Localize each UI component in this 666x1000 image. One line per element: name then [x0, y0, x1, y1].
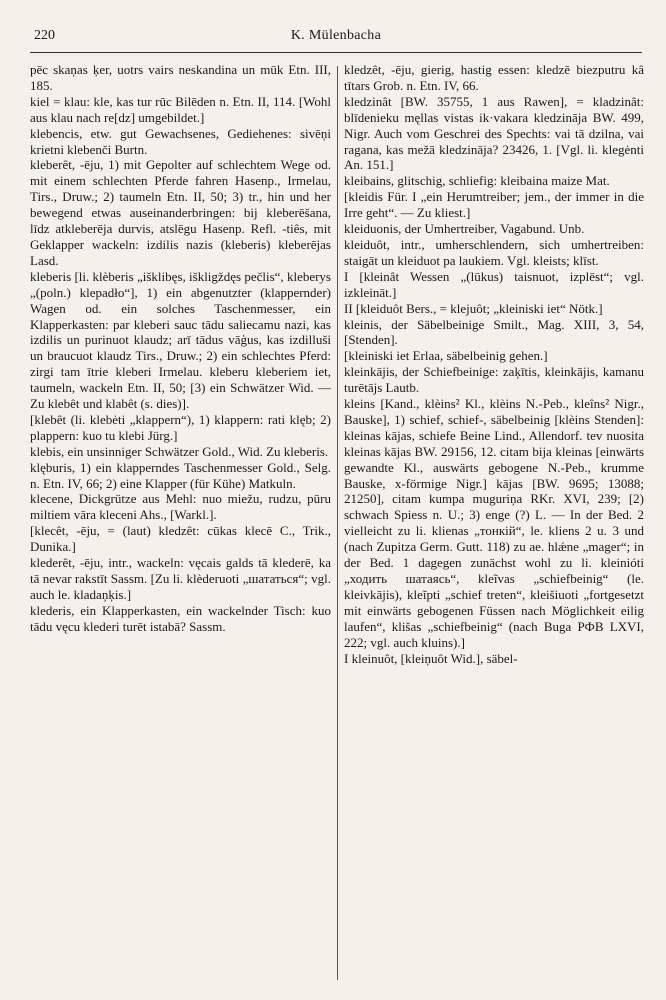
entry: klederêt, -ēju, intr., wackeln: vęcais galds tā klederē, ka tā nevar rakstīt Sassm. [Zu li. klèderuoti „шататься“; vgl. auch le. kladaņķis.] — [30, 555, 331, 602]
entry: I [kleinât Wessen „(lūkus) taisnuot, izplēst“; vgl. izkleināt.] — [344, 268, 644, 300]
entry: kleinkājis, der Schiefbeinige: zaķītis, kleinkājis, kamanu turētājs Lautb. — [344, 364, 644, 396]
entry: kleiduonis, der Umhertreiber, Vagabund. Unb. — [344, 221, 585, 237]
entry: klebis, ein unsinniger Schwätzer Gold., Wid. Zu kleberis. — [30, 443, 329, 459]
entry: [kleidis Für. I „ein Herumtreiber; jem., der immer in die Irre geht“. — Zu kliest.] — [344, 189, 644, 221]
entry: [kleiniski iet Erlaa, säbelbeinig gehen.] — [344, 348, 548, 364]
entry: klęburis, 1) ein klapperndes Taschenmesser Gold., Selg. n. Etn. IV, 66; 2) eine Klapper (für Kühe) Matkuln. — [30, 459, 331, 491]
entry: klederis, ein Klapperkasten, ein wackelnder Tisch: kuo tādu vęcu klederi turēt istabā? Sassm. — [30, 602, 331, 634]
left-column — [30, 62, 331, 992]
entry: kledzêt, -ēju, gierig, hastig essen: kledzē biezputru kâ tītars Grob. n. Etn. IV, 66. — [344, 62, 644, 93]
entry: kleiduôt, intr., umherschlendern, sich umhertreiben: staigāt un kleiduot pa laukiem. Vgl. kleists; klīst. — [344, 236, 644, 268]
entry: kleins [Kand., klèins² Kl., klèins N.-Peb., kleîns² Nigr., Bauske], 1) schief, schief-, säbelbeinig [klèins Stenden]: kleinas kājas, schiefe Beine Lind., Allendorf. tev nuosita kleinas kājas BW. 29156, 12. citam bija kleinas [einwärts gewandte Kl., auswärts gebogene N.-Peb., krumme Bauske, x-förmige Nigr.] kājas [BW. 9695; 13088; 21250], citam kumpa muguriņa RKr. XVI, 239; [2) schwach Spiess n. U.; 3) enge (?) L. — In der Bed. 2 vielleicht zu li. klienas „тонкій“, le. kliens 2 u. 3 und (nach Zupitza Germ. Gutt. 118) zu ae. hlǽne „mager“; in der Bed. 1 dagegen zunächst wohl zu li. kleinióti „ходить шатаясь“, kleĩvas „schiefbeinig“ (le. kleivkājis), kleĩpti „schief treten“, kleišiuoti „fortgesetzt mit einwärts gebogenen Füssen nach Möglichkeit eilig laufen“, klišas „schiefbeinig“ (nach Buga РФВ LXVI, 222; vgl. auch kluins).] — [344, 396, 644, 650]
entry: kleibains, glitschig, schliefig: kleibaina maize Mat. — [344, 173, 610, 189]
entry: klebencis, etw. gut Gewachsenes, Gediehenes: sivēņi krietni klebenči Burtn. — [30, 125, 331, 157]
page-number: 220 — [34, 28, 55, 43]
entry: kleberis [li. klèberis „išklibęs, iškligždęs pečlis“, kleberys „(poln.) klepadło“], 1) ein abgenutzter (klappernder) Wagen od. ein solches Taschenmesser, ein Klapperkasten: par kleberi sauc tādu saliecamu nazi, kas izdilis un purinuot klaudz; arī tādus vāģus, kas izdilluši un braucuot klaudz Tirs., Druw.; 2) ein schlechtes Pferd: zirgi tam ītrie kleberi Irmelau. kleberu kleberiem iet, taumeln, wackeln Etn. II, 50; [3) ein Schwätzer Wid. — Zu klebêt und klabêt (s. dies)]. — [30, 268, 331, 412]
entry: kleberêt, -ēju, 1) mit Gepolter auf schlechtem Wege od. mit einem schlechten Pferde fahren Hasenp., Irmelau, Tirs., Druw.; 2) taumeln Etn. II, 50; 3) tr., hin und her bewegend etwas auseinanderbringen: bij kleberēšana, līdz atkleberēja durvis, atslēgu Hasenp. Refl. -tiês, mit Geklapper wackeln: izdilis nazis (kleberis) kleberējas Lasd. — [30, 157, 331, 268]
entry: kiel = klau: kle, kas tur rūc Bilēden n. Etn. II, 114. [Wohl aus klau nach re[dz] umgebildet.] — [30, 93, 331, 125]
entry: pēc skaņas ķer, uotrs vairs neskandina un mūk Etn. III, 185. — [30, 62, 331, 93]
column-divider — [337, 66, 338, 980]
header-rule — [30, 52, 642, 53]
right-column — [344, 62, 644, 992]
entry: [klecêt, -ēju, = (laut) kledzêt: cūkas klecē C., Trik., Dunika.] — [30, 523, 331, 555]
page-header — [30, 28, 642, 48]
entry: kleinis, der Säbelbeinige Smilt., Mag. XIII, 3, 54, [Stenden]. — [344, 316, 644, 348]
entry: [klebêt (li. klebėti „klappern“), 1) klappern: rati klęb; 2) plappern: kuo tu klebi Jürg.] — [30, 411, 331, 443]
entry: kledzinât [BW. 35755, 1 aus Rawen], = kladzinât: blīdenieku męllas vistas ik·vakara kledzināja BW. 499, Nigr. Auch vom Geschrei des Spechts: vai tā dzilna, vai ragana, kas mežā kledzināja? 23426, 1. [Vgl. li. klegėnti An. 151.] — [344, 93, 644, 173]
entry: klecene, Dickgrütze aus Mehl: nuo miežu, rudzu, pūru miltiem vāra kleceni Ahs., [Warkl.]. — [30, 491, 331, 523]
running-title: K. Mülenbacha — [290, 28, 382, 43]
entry: I kleinuôt, [kleiņuôt Wid.], säbel- — [344, 650, 518, 666]
entry: II [kleiduôt Bers., = klejuôt; „kleiniski iet“ Nötk.] — [344, 300, 603, 316]
